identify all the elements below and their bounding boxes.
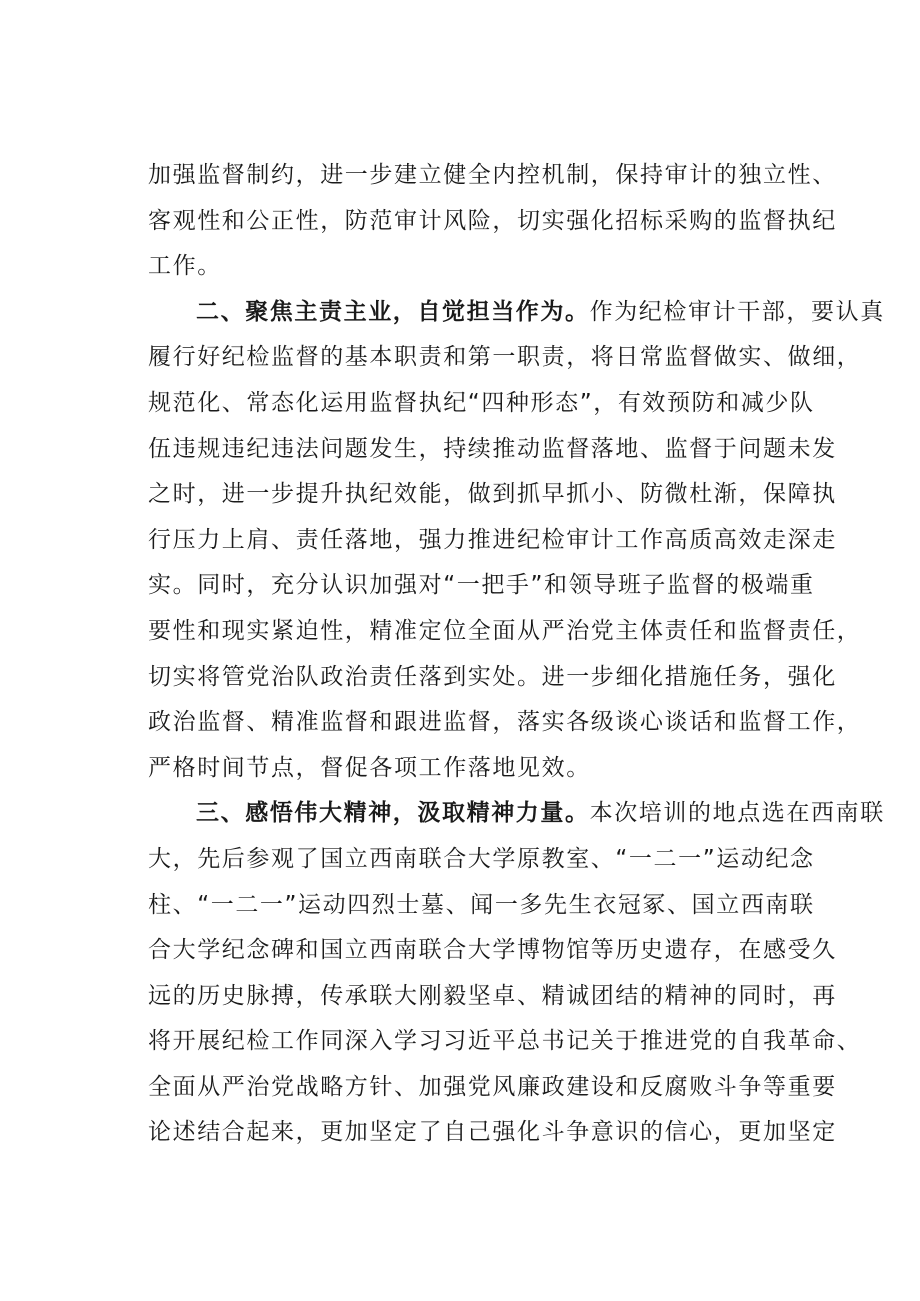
section-heading: 二、聚焦主责主业，自觉担当作为。 — [196, 298, 590, 325]
text-line: 合大学纪念碑和国立西南联合大学博物馆等历史遗存，在感受久 — [148, 937, 837, 964]
text-line: 规范化、常态化运用监督执纪“四种形态”，有效预防和减少队 — [148, 389, 815, 416]
text-line: 远的历史脉搏，传承联大刚毅坚卓、精诚团结的精神的同时，再 — [148, 982, 837, 1009]
text-line: 之时，进一步提升执纪效能，做到抓早抓小、防微杜渐，保障执 — [148, 481, 837, 508]
text-line: 工作。 — [148, 253, 222, 280]
text-run: 作为纪检审计干部，要认真 — [589, 298, 885, 325]
text-line: 大，先后参观了国立西南联合大学原教室、“一二一”运动纪念 — [148, 845, 815, 872]
text-line: 政治监督、精准监督和跟进监督，落实各级谈心谈话和监督工作， — [148, 709, 862, 736]
text-line: 伍违规违纪违法问题发生，持续推动监督落地、监督于问题未发 — [148, 435, 837, 462]
text-line: 切实将管党治队政治责任落到实处。进一步细化措施任务，强化 — [148, 663, 837, 690]
paragraph-3 — [148, 791, 885, 1156]
text-run: 本次培训的地点选在西南联 — [589, 800, 885, 827]
text-line: 全面从严治党战略方针、加强党风廉政建设和反腐败斗争等重要 — [148, 1073, 837, 1100]
text-line: 严格时间节点，督促各项工作落地见效。 — [148, 754, 591, 781]
paragraph-1 — [148, 153, 837, 290]
paragraph-2 — [148, 290, 885, 792]
paragraph-first-line — [148, 791, 885, 837]
text-line: 要性和现实紧迫性，精准定位全面从严治党主体责任和监督责任， — [148, 617, 862, 644]
text-line: 实。同时，充分认识加强对“一把手”和领导班子监督的极端重 — [148, 572, 815, 599]
text-line: 将开展纪检工作同深入学习习近平总书记关于推进党的自我革命、 — [148, 1028, 862, 1055]
text-line: 柱、“一二一”运动四烈士墓、闻一多先生衣冠冢、国立西南联 — [148, 891, 815, 918]
text-line: 加强监督制约，进一步建立健全内控机制，保持审计的独立性、 — [148, 162, 837, 188]
text-line: 客观性和公正性，防范审计风险，切实强化招标采购的监督执纪 — [148, 207, 837, 234]
section-heading: 三、感悟伟大精神，汲取精神力量。 — [196, 800, 590, 827]
paragraph-first-line — [148, 290, 885, 336]
text-line: 论述结合起来，更加坚定了自己强化斗争意识的信心，更加坚定 — [148, 1119, 837, 1146]
document-body — [148, 153, 885, 1156]
text-line: 行压力上肩、责任落地，强力推进纪检审计工作高质高效走深走 — [148, 526, 837, 553]
text-line: 履行好纪检监督的基本职责和第一职责，将日常监督做实、做细， — [148, 344, 862, 371]
